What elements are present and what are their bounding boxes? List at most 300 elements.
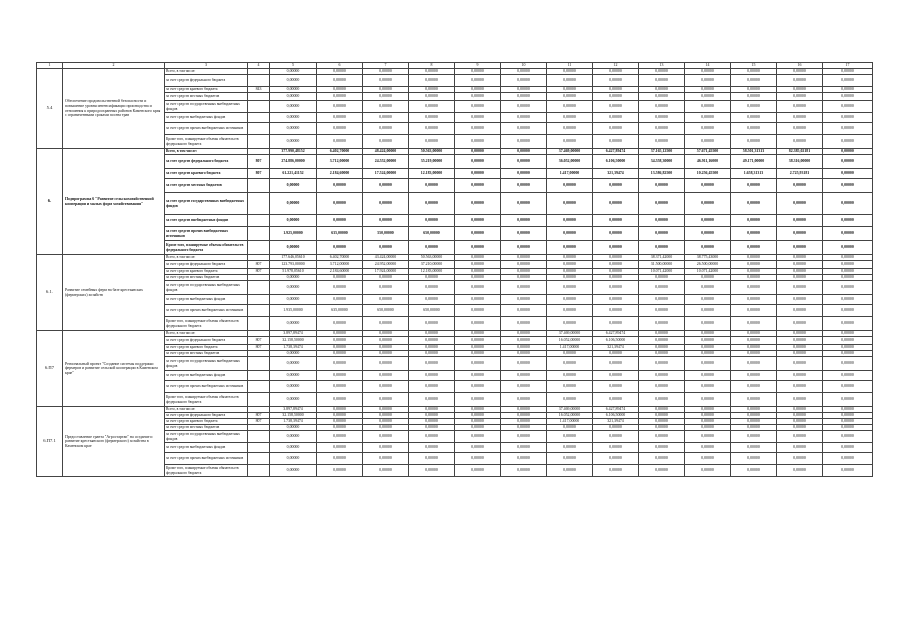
amount-cell: 0,00000 — [409, 425, 455, 431]
amount-cell: 0,00000 — [317, 465, 363, 477]
amount-cell: 0,00000 — [455, 443, 501, 453]
amount-cell: 0,00000 — [455, 413, 501, 419]
amount-cell: 650,00000 — [409, 227, 455, 241]
amount-cell: 0,00000 — [455, 255, 501, 261]
amount-cell: 0,00000 — [501, 357, 547, 371]
amount-cell: 0,00000 — [777, 357, 823, 371]
amount-cell: 0,00000 — [363, 425, 409, 431]
amount-cell: 0,00000 — [317, 337, 363, 345]
amount-cell: 0,00000 — [593, 113, 639, 123]
amount-cell: 48.424,00000 — [363, 149, 409, 155]
grbs-code — [248, 305, 270, 317]
amount-cell: 0,00000 — [409, 69, 455, 75]
amount-cell: 0,00000 — [547, 241, 593, 255]
amount-cell: 0,00000 — [639, 305, 685, 317]
funding-source-label: Всего, в том числе: — [165, 255, 248, 261]
amount-cell: 0,00000 — [547, 275, 593, 281]
column-number-cell: 2 — [63, 63, 165, 69]
amount-cell: 0,00000 — [731, 215, 777, 227]
amount-cell: 0,00000 — [547, 261, 593, 269]
funding-source-label: за счет средств федерального бюджета — [165, 155, 248, 169]
amount-cell: 0,00000 — [639, 113, 685, 123]
amount-cell: 0,00000 — [455, 345, 501, 351]
amount-cell: 0,00000 — [317, 275, 363, 281]
funding-source-label: за счет средств местных бюджетов — [165, 351, 248, 357]
amount-cell: 0,00000 — [363, 407, 409, 413]
funding-source-label: Всего, в том числе: — [165, 407, 248, 413]
amount-cell: 0,00000 — [777, 345, 823, 351]
amount-cell: 0,00000 — [409, 215, 455, 227]
amount-cell: 0,00000 — [731, 101, 777, 113]
amount-cell: 0,00000 — [409, 101, 455, 113]
amount-cell: 0,00000 — [363, 465, 409, 477]
amount-cell: 0,00000 — [455, 393, 501, 407]
amount-cell: 0,00000 — [593, 371, 639, 381]
amount-cell: 0,00000 — [501, 317, 547, 331]
amount-cell: 0,00000 — [639, 193, 685, 215]
amount-cell: 0,00000 — [685, 241, 731, 255]
amount-cell: 0,00000 — [317, 419, 363, 425]
amount-cell: 0,00000 — [593, 453, 639, 465]
amount-cell: 0,00000 — [317, 393, 363, 407]
amount-cell: 0,00000 — [639, 101, 685, 113]
amount-cell: 0,00000 — [270, 193, 317, 215]
amount-cell: 0,00000 — [639, 407, 685, 413]
amount-cell: 0,00000 — [363, 281, 409, 295]
amount-cell: 0,00000 — [363, 337, 409, 345]
amount-cell: 0,00000 — [409, 113, 455, 123]
amount-cell: 6.106,50000 — [593, 337, 639, 345]
amount-cell: 0,00000 — [593, 261, 639, 269]
amount-cell: 6.427,89474 — [593, 331, 639, 337]
amount-cell: 0,00000 — [777, 371, 823, 381]
amount-cell: 0,00000 — [455, 351, 501, 357]
amount-cell: 0,00000 — [823, 425, 873, 431]
amount-cell: 0,00000 — [639, 135, 685, 149]
amount-cell: 635,00000 — [317, 227, 363, 241]
amount-cell: 0,00000 — [823, 381, 873, 393]
grbs-code: 843 — [248, 87, 270, 93]
amount-cell: 0,00000 — [455, 331, 501, 337]
amount-cell: 0,00000 — [731, 357, 777, 371]
amount-cell: 0,00000 — [363, 431, 409, 443]
grbs-code — [248, 241, 270, 255]
amount-cell: 0,00000 — [455, 357, 501, 371]
amount-cell: 0,00000 — [455, 101, 501, 113]
funding-source-label: Кроме того, планируемые объемы обязательств федерального бюджета — [165, 393, 248, 407]
amount-cell: 0,00000 — [501, 261, 547, 269]
amount-cell: 0,00000 — [593, 443, 639, 453]
amount-cell: 0,00000 — [777, 419, 823, 425]
amount-cell: 0,00000 — [317, 93, 363, 101]
amount-cell: 0,00000 — [685, 101, 731, 113]
amount-cell: 0,00000 — [317, 431, 363, 443]
amount-cell: 0,00000 — [593, 215, 639, 227]
amount-cell: 0,00000 — [639, 215, 685, 227]
amount-cell: 0,00000 — [270, 101, 317, 113]
column-number-cell: 6 — [317, 63, 363, 69]
amount-cell: 0,00000 — [501, 381, 547, 393]
amount-cell: 38.316,00000 — [777, 155, 823, 169]
amount-cell: 0,00000 — [639, 431, 685, 443]
amount-cell: 0,00000 — [317, 351, 363, 357]
amount-cell: 0,00000 — [501, 215, 547, 227]
amount-cell: 0,00000 — [685, 135, 731, 149]
funding-source-label: за счет средств краевого бюджета — [165, 87, 248, 93]
amount-cell: 0,00000 — [777, 69, 823, 75]
amount-cell: 36.052,00000 — [547, 155, 593, 169]
amount-cell: 0,00000 — [455, 69, 501, 75]
amount-cell: 0,00000 — [409, 351, 455, 357]
grbs-code — [248, 193, 270, 215]
amount-cell: 0,00000 — [547, 269, 593, 275]
amount-cell: 0,00000 — [823, 351, 873, 357]
amount-cell: 0,00000 — [501, 351, 547, 357]
amount-cell: 0,00000 — [455, 305, 501, 317]
amount-cell: 0,00000 — [455, 193, 501, 215]
amount-cell: 0,00000 — [639, 295, 685, 305]
amount-cell: 0,00000 — [823, 345, 873, 351]
amount-cell: 0,00000 — [823, 357, 873, 371]
amount-cell: 0,00000 — [501, 295, 547, 305]
funding-source-label: за счет средств государственных внебюджетных фондов — [165, 281, 248, 295]
amount-cell: 0,00000 — [317, 381, 363, 393]
amount-cell: 0,00000 — [685, 393, 731, 407]
amount-cell: 0,00000 — [363, 241, 409, 255]
amount-cell: 274.886,00000 — [270, 155, 317, 169]
amount-cell: 2.184,60000 — [317, 169, 363, 179]
amount-cell: 0,00000 — [501, 419, 547, 425]
funding-source-label: за счет средств краевого бюджета — [165, 169, 248, 179]
amount-cell: 0,00000 — [455, 155, 501, 169]
amount-cell: 0,00000 — [363, 393, 409, 407]
amount-cell: 0,00000 — [731, 281, 777, 295]
column-number-cell: 16 — [777, 63, 823, 69]
amount-cell: 0,00000 — [455, 149, 501, 155]
amount-cell: 0,00000 — [363, 69, 409, 75]
amount-cell: 0,00000 — [777, 281, 823, 295]
amount-cell: 0,00000 — [777, 227, 823, 241]
amount-cell: 0,00000 — [823, 101, 873, 113]
amount-cell: 377.990,48152 — [270, 149, 317, 155]
column-number-cell: 7 — [363, 63, 409, 69]
amount-cell: 0,00000 — [455, 371, 501, 381]
amount-cell: 0,00000 — [455, 241, 501, 255]
amount-cell: 0,00000 — [270, 275, 317, 281]
amount-cell: 0,00000 — [777, 443, 823, 453]
amount-cell: 0,00000 — [777, 305, 823, 317]
funding-source-label: Кроме того, планируемые объемы обязательств федерального бюджета — [165, 317, 248, 331]
amount-cell: 0,00000 — [455, 75, 501, 87]
amount-cell: 0,00000 — [363, 101, 409, 113]
amount-cell: 0,00000 — [270, 123, 317, 135]
amount-cell: 0,00000 — [317, 123, 363, 135]
amount-cell: 0,00000 — [639, 443, 685, 453]
grbs-code — [248, 135, 270, 149]
amount-cell: 0,00000 — [639, 337, 685, 345]
item-name: Предоставление гранта "Агростартап" на создание и развитие крестьянского (фермерского) хозяйства в Каменском крае — [63, 407, 165, 477]
amount-cell: 6.106,50000 — [593, 155, 639, 169]
amount-cell: 0,00000 — [270, 179, 317, 193]
amount-cell: 0,00000 — [409, 345, 455, 351]
amount-cell: 0,00000 — [731, 317, 777, 331]
amount-cell: 0,00000 — [409, 393, 455, 407]
amount-cell: 1.738,39474 — [270, 345, 317, 351]
amount-cell: 16.052,00000 — [547, 413, 593, 419]
amount-cell: 0,00000 — [639, 281, 685, 295]
amount-cell: 0,00000 — [777, 215, 823, 227]
amount-cell: 0,00000 — [409, 465, 455, 477]
amount-cell: 0,00000 — [455, 113, 501, 123]
amount-cell: 0,00000 — [501, 407, 547, 413]
amount-cell: 0,00000 — [731, 179, 777, 193]
amount-cell: 0,00000 — [593, 123, 639, 135]
amount-cell: 0,00000 — [270, 443, 317, 453]
amount-cell: 0,00000 — [593, 357, 639, 371]
amount-cell: 0,00000 — [685, 331, 731, 337]
amount-cell: 0,00000 — [547, 75, 593, 87]
amount-cell: 0,00000 — [731, 331, 777, 337]
amount-cell: 0,00000 — [455, 337, 501, 345]
amount-cell: 0,00000 — [823, 419, 873, 425]
amount-cell: 0,00000 — [685, 179, 731, 193]
amount-cell: 0,00000 — [317, 179, 363, 193]
item-name: Подпрограмма 6 "Развитие сельскохозяйственной кооперации и малых форм хозяйствования" — [63, 149, 165, 255]
amount-cell: 0,00000 — [317, 371, 363, 381]
amount-cell: 0,00000 — [317, 113, 363, 123]
amount-cell: 0,00000 — [777, 241, 823, 255]
amount-cell: 0,00000 — [547, 371, 593, 381]
amount-cell: 0,00000 — [547, 135, 593, 149]
amount-cell: 0,00000 — [501, 443, 547, 453]
grbs-code — [248, 281, 270, 295]
funding-source-label: Кроме того, планируемые объемы обязательств федерального бюджета — [165, 465, 248, 477]
amount-cell: 0,00000 — [455, 169, 501, 179]
amount-cell: 49.171,00000 — [731, 155, 777, 169]
amount-cell: 0,00000 — [593, 281, 639, 295]
amount-cell: 0,00000 — [593, 425, 639, 431]
amount-cell: 3.897,89474 — [270, 331, 317, 337]
amount-cell: 0,00000 — [823, 371, 873, 381]
amount-cell: 46.911,16000 — [685, 155, 731, 169]
amount-cell: 177.646,05610 — [270, 255, 317, 261]
amount-cell: 0,00000 — [363, 317, 409, 331]
amount-cell: 0,00000 — [363, 381, 409, 393]
grbs-code — [248, 393, 270, 407]
item-number: 6.П7.1 — [37, 407, 63, 477]
column-number-cell: 9 — [455, 63, 501, 69]
column-number-cell: 14 — [685, 63, 731, 69]
grbs-code: 807 — [248, 261, 270, 269]
amount-cell: 0,00000 — [455, 215, 501, 227]
amount-cell: 0,00000 — [455, 227, 501, 241]
amount-cell: 0,00000 — [639, 93, 685, 101]
amount-cell: 0,00000 — [823, 431, 873, 443]
grbs-code — [248, 431, 270, 443]
amount-cell: 0,00000 — [409, 453, 455, 465]
amount-cell: 0,00000 — [363, 275, 409, 281]
amount-cell: 1.417,00000 — [547, 419, 593, 425]
amount-cell: 0,00000 — [777, 407, 823, 413]
amount-cell: 0,00000 — [455, 419, 501, 425]
amount-cell: 61.221,41152 — [270, 169, 317, 179]
grbs-code — [248, 371, 270, 381]
amount-cell: 0,00000 — [363, 331, 409, 337]
item-number: 6. — [37, 149, 63, 255]
amount-cell: 0,00000 — [593, 179, 639, 193]
amount-cell: 0,00000 — [501, 179, 547, 193]
amount-cell: 0,00000 — [547, 431, 593, 443]
amount-cell: 0,00000 — [317, 241, 363, 255]
amount-cell: 0,00000 — [547, 193, 593, 215]
funding-source-label: за счет средств федерального бюджета — [165, 75, 248, 87]
amount-cell: 0,00000 — [777, 453, 823, 465]
amount-cell: 0,00000 — [777, 465, 823, 477]
amount-cell: 0,00000 — [639, 69, 685, 75]
amount-cell: 0,00000 — [455, 269, 501, 275]
amount-cell: 6.402,70000 — [317, 149, 363, 155]
amount-cell: 0,00000 — [823, 269, 873, 275]
amount-cell: 0,00000 — [777, 295, 823, 305]
amount-cell: 0,00000 — [409, 413, 455, 419]
amount-cell: 0,00000 — [501, 431, 547, 443]
funding-source-label: за счет средств прочих внебюджетных источников — [165, 305, 248, 317]
amount-cell: 0,00000 — [823, 261, 873, 269]
amount-cell: 0,00000 — [593, 269, 639, 275]
amount-cell: 10.071,42000 — [685, 269, 731, 275]
funding-source-label: за счет средств прочих внебюджетных источников — [165, 453, 248, 465]
amount-cell: 3.897,89474 — [270, 407, 317, 413]
amount-cell: 0,00000 — [685, 357, 731, 371]
amount-cell: 0,00000 — [547, 179, 593, 193]
amount-cell: 0,00000 — [823, 275, 873, 281]
amount-cell: 0,00000 — [270, 87, 317, 93]
amount-cell: 0,00000 — [823, 135, 873, 149]
amount-cell: 0,00000 — [593, 93, 639, 101]
amount-cell: 0,00000 — [501, 337, 547, 345]
amount-cell: 0,00000 — [317, 357, 363, 371]
amount-cell: 0,00000 — [547, 255, 593, 261]
amount-cell: 0,00000 — [685, 87, 731, 93]
amount-cell: 1.925,00000 — [270, 227, 317, 241]
amount-cell: 0,00000 — [777, 425, 823, 431]
amount-cell: 321,39474 — [593, 345, 639, 351]
amount-cell: 6.402,70000 — [317, 255, 363, 261]
amount-cell: 0,00000 — [823, 255, 873, 261]
amount-cell: 0,00000 — [685, 317, 731, 331]
amount-cell: 0,00000 — [777, 87, 823, 93]
amount-cell: 0,00000 — [639, 351, 685, 357]
amount-cell: 0,00000 — [823, 305, 873, 317]
amount-cell: 321,39474 — [593, 419, 639, 425]
amount-cell: 0,00000 — [409, 443, 455, 453]
amount-cell: 0,00000 — [455, 317, 501, 331]
column-number-cell: 12 — [593, 63, 639, 69]
amount-cell: 0,00000 — [639, 393, 685, 407]
amount-cell: 0,00000 — [823, 331, 873, 337]
amount-cell: 0,00000 — [823, 169, 873, 179]
amount-cell: 0,00000 — [593, 69, 639, 75]
amount-cell: 0,00000 — [685, 193, 731, 215]
amount-cell: 0,00000 — [823, 179, 873, 193]
amount-cell: 0,00000 — [593, 317, 639, 331]
amount-cell: 0,00000 — [731, 337, 777, 345]
amount-cell: 0,00000 — [639, 413, 685, 419]
amount-cell: 0,00000 — [731, 113, 777, 123]
amount-cell: 0,00000 — [409, 193, 455, 215]
amount-cell: 0,00000 — [685, 69, 731, 75]
amount-cell: 0,00000 — [593, 275, 639, 281]
amount-cell: 0,00000 — [731, 93, 777, 101]
amount-cell: 0,00000 — [409, 179, 455, 193]
amount-cell: 0,00000 — [409, 75, 455, 87]
funding-source-label: за счет средств местных бюджетов — [165, 425, 248, 431]
amount-cell: 0,00000 — [547, 305, 593, 317]
amount-cell: 0,00000 — [731, 407, 777, 413]
amount-cell: 0,00000 — [777, 431, 823, 443]
amount-cell: 37.210,00000 — [409, 261, 455, 269]
amount-cell: 34.558,30000 — [639, 155, 685, 169]
amount-cell: 0,00000 — [409, 407, 455, 413]
amount-cell: 0,00000 — [270, 215, 317, 227]
grbs-code — [248, 443, 270, 453]
amount-cell: 0,00000 — [501, 135, 547, 149]
amount-cell: 0,00000 — [409, 337, 455, 345]
amount-cell: 0,00000 — [409, 357, 455, 371]
funding-source-label: Всего, в том числе: — [165, 149, 248, 155]
amount-cell: 6.427,89474 — [593, 407, 639, 413]
amount-cell: 13.586,82500 — [639, 169, 685, 179]
amount-cell: 0,00000 — [317, 413, 363, 419]
amount-cell: 0,00000 — [823, 87, 873, 93]
amount-cell: 0,00000 — [685, 113, 731, 123]
amount-cell: 0,00000 — [823, 465, 873, 477]
amount-cell: 32.158,50000 — [270, 337, 317, 345]
amount-cell: 0,00000 — [639, 381, 685, 393]
grbs-code: 807 — [248, 337, 270, 345]
amount-cell: 0,00000 — [777, 101, 823, 113]
amount-cell: 0,00000 — [823, 241, 873, 255]
amount-cell: 0,00000 — [593, 295, 639, 305]
grbs-code — [248, 101, 270, 113]
amount-cell: 0,00000 — [823, 113, 873, 123]
amount-cell: 0,00000 — [270, 371, 317, 381]
amount-cell: 0,00000 — [363, 87, 409, 93]
funding-source-label: за счет средств внебюджетных фондов — [165, 215, 248, 227]
column-number-cell: 1 — [37, 63, 63, 69]
amount-cell: 0,00000 — [501, 69, 547, 75]
column-number-cell: 8 — [409, 63, 455, 69]
amount-cell: 0,00000 — [823, 123, 873, 135]
document-page — [36, 62, 866, 477]
amount-cell: 0,00000 — [731, 381, 777, 393]
amount-cell: 0,00000 — [455, 87, 501, 93]
amount-cell: 0,00000 — [270, 135, 317, 149]
amount-cell: 0,00000 — [270, 317, 317, 331]
amount-cell: 0,00000 — [317, 453, 363, 465]
amount-cell: 0,00000 — [685, 453, 731, 465]
amount-cell: 0,00000 — [639, 227, 685, 241]
amount-cell: 0,00000 — [593, 135, 639, 149]
amount-cell: 10.256,45500 — [685, 169, 731, 179]
amount-cell: 0,00000 — [547, 381, 593, 393]
amount-cell: 0,00000 — [363, 443, 409, 453]
amount-cell: 0,00000 — [501, 155, 547, 169]
amount-cell: 0,00000 — [363, 179, 409, 193]
amount-cell: 0,00000 — [501, 149, 547, 155]
amount-cell: 0,00000 — [501, 169, 547, 179]
amount-cell: 0,00000 — [409, 275, 455, 281]
